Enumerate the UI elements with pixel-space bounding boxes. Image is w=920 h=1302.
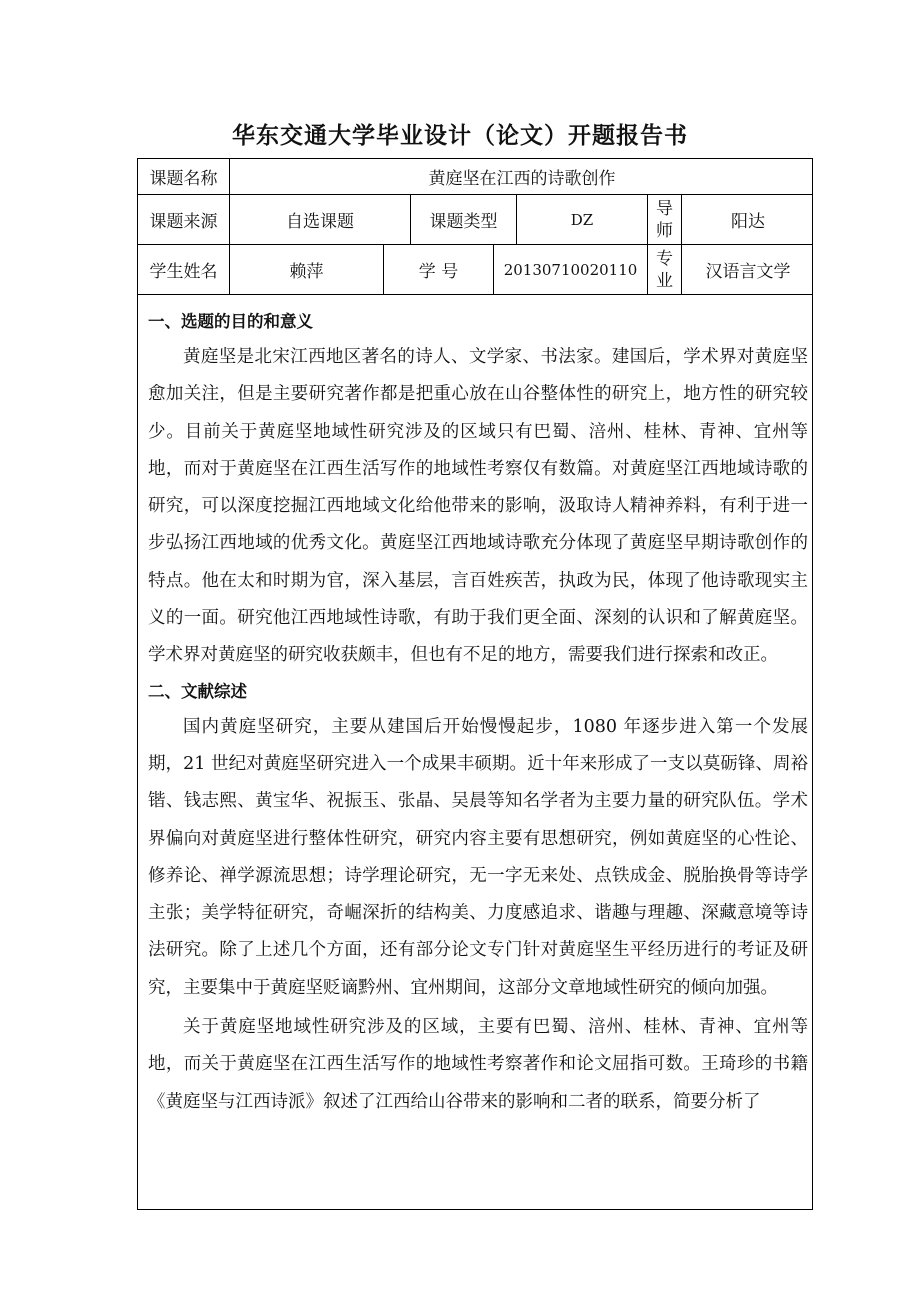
topic-type-label: 课题类型	[429, 212, 498, 232]
proposal-body	[148, 305, 808, 1121]
section-heading-purpose: 一、选题的目的和意义	[148, 312, 313, 331]
topic-type-value: DZ	[570, 210, 594, 229]
major-label-line1: 专	[656, 248, 673, 269]
major-label-line2: 业	[656, 270, 673, 291]
advisor-label-line1: 导	[656, 198, 673, 219]
advisor-label	[648, 195, 681, 244]
student-id-label: 学 号	[418, 262, 459, 282]
section-heading-literature: 二、文献综述	[148, 681, 247, 701]
purpose-paragraph: 黄庭坚是北宋江西地区著名的诗人、文学家、书法家。建国后，学术界对黄庭坚愈加关注，但是主要研究著作都是把重心放在山谷整体性的研究上，地方性的研究较少。目前关于黄庭坚地域性研究涉及的区域只有巴蜀、涪州、桂林、青神、宜州等地，而对于黄庭坚在江西生活写作的地域性考察仅有数篇。对黄庭坚江西地域诗歌的研究，可以深度挖掘江西地域文化给他带来的影响，汲取诗人精神养料，有利于进一步弘扬江西地域的优秀文化。黄庭坚江西地域诗歌充分体现了黄庭坚早期诗歌创作的特点。他在太和时期为官，深入基层，言百姓疾苦，执政为民，体现了他诗歌现实主义的一面。研究他江西地域性诗歌，有助于我们更全面、深刻的认识和了解黄庭坚。学术界对黄庭坚的研究收获颇丰，但也有不足的地方，需要我们进行探索和改正。	[148, 347, 808, 666]
topic-source-label: 课题来源	[149, 212, 218, 232]
major-label	[648, 245, 681, 294]
topic-name-label: 课题名称	[149, 169, 218, 189]
advisor-label-line2: 师	[656, 220, 673, 241]
document-title: 华东交通大学毕业设计（论文）开题报告书	[232, 123, 688, 149]
student-name-label: 学生姓名	[149, 262, 218, 282]
advisor-value: 阳达	[731, 212, 765, 232]
row-divider	[138, 294, 812, 295]
student-id-value: 20130710020110	[503, 260, 638, 279]
topic-name-value: 黄庭坚在江西的诗歌创作	[428, 169, 616, 189]
student-name-value: 赖萍	[289, 262, 324, 282]
literature-paragraph-2: 关于黄庭坚地域性研究涉及的区域，主要有巴蜀、涪州、桂林、青神、宜州等地，而关于黄庭坚在江西生活写作的地域性考察著作和论文屈指可数。王琦珍的书籍《黄庭坚与江西诗派》叙述了江西给山谷带来的影响和二者的联系，简要分析了	[148, 1017, 808, 1112]
topic-source-value: 自选课题	[286, 212, 354, 232]
major-value: 汉语言文学	[705, 262, 791, 282]
literature-paragraph-1: 国内黄庭坚研究，主要从建国后开始慢慢起步，1080 年逐步进入第一个发展期，21 世纪对黄庭坚研究进入一个成果丰硕期。近十年来形成了一支以莫砺锋、周裕锴、钱志熙、黄宝华、祝振玉、张晶、吴晨等知名学者为主要力量的研究队伍。学术界偏向对黄庭坚进行整体性研究，研究内容主要有思想研究，例如黄庭坚的心性论、修养论、禅学源流思想；诗学理论研究，无一字无来处、点铁成金、脱胎换骨等诗学主张；美学特征研究，奇崛深折的结构美、力度感追求、谐趣与理趣、深藏意境等诗法研究。除了上述几个方面，还有部分论文专门针对黄庭坚生平经历进行的考证及研究，主要集中于黄庭坚贬谪黔州、宜州期间，这部分文章地域性研究的倾向加强。	[148, 716, 808, 998]
proposal-form	[137, 158, 813, 1210]
